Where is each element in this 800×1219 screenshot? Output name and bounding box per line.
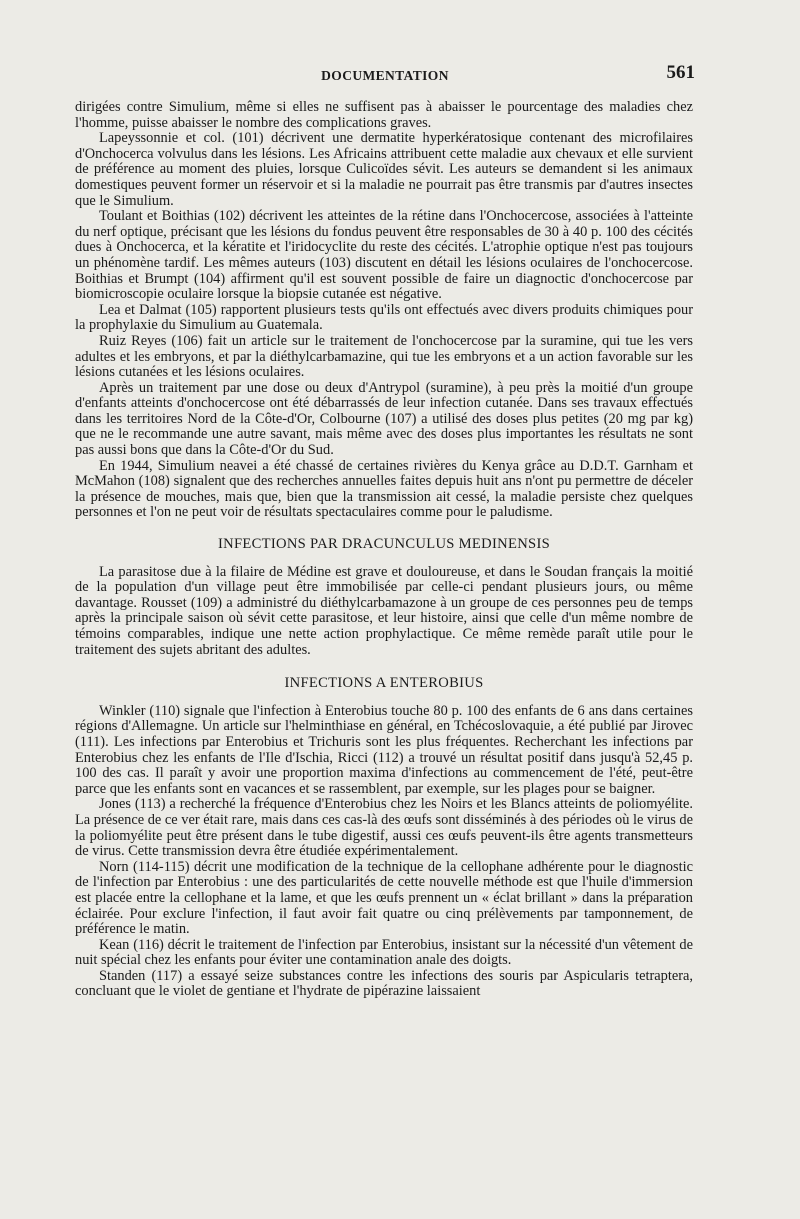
page-number: 561 — [666, 62, 695, 83]
section-heading: INFECTIONS A ENTEROBIUS — [284, 675, 484, 692]
paragraph: Ruiz Reyes (106) fait un article sur le traitement de l'onchocercose par la suramine, qui tue les vers adultes et les embryons, et par la diéthylcarbamazine, qui tue les embryons et a un action favorable sur les lésions cutanées et les lésions oculaires. — [75, 332, 693, 381]
paragraph: Jones (113) a recherché la fréquence d'Enterobius chez les Noirs et les Blancs atteints de poliomyélite. La présence de ce ver était rare, mais dans ces cas-là des œufs sont disséminés à des périodes où le virus de la poliomyélite peut être présent dans le tube digestif, aussi ces œufs peuvent-ils être agents transmetteurs de virus. Cette transmission devra être étudiée expérimentalement. — [75, 796, 693, 860]
paragraph: Kean (116) décrit le traitement de l'infection par Enterobius, insistant sur la nécessité d'un vêtement de nuit spécial chez les enfants pour éviter une contamination anale des doigts. — [75, 936, 693, 969]
paragraph: La parasitose due à la filaire de Médine est grave et douloureuse, et dans le Soudan français la moitié de la population d'un village peut être immobilisée par celle-ci pendant plusieurs jours, ou même davantage. Rousset (109) a administré du diéthylcarbamazone à un groupe de ces personnes peu de temps après la principale saison où sévit cette parasitose, et leur histoire, ainsi que celle d'un même nombre de témoins comparables, indique une nette action prophylactique. Ce même remède paraît utile pour le traitement des sujets abritant des adultes. — [75, 563, 693, 658]
paragraph: Toulant et Boithias (102) décrivent les atteintes de la rétine dans l'Onchocercose, associées à l'atteinte du nerf optique, précisant que les lésions du fondus peuvent être responsables de 30 à 40 p. 100 des cécités dues à Onchocerca, et la kératite et l'iridocyclite du reste des cécités. L'atrophie optique n'est pas toujours un phénomène tardif. Les mêmes auteurs (103) discutent en détail les lésions oculaires de l'onchocercose. Boithias et Brumpt (104) affirment qu'il est souvent possible de faire un diagnoctic d'onchocercose par biomicroscopie oculaire lorsque la biopsie cutanée est négative. — [75, 208, 693, 303]
paragraph: Lapeyssonnie et col. (101) décrivent une dermatite hyperkératosique contenant des microfilaires d'Onchocerca volvulus dans les lésions. Les Africains attribuent cette maladie aux chevaux et elle survient de préférence au moment des pluies, lorsque Culicoïdes sévit. Les auteurs se demandent si les animaux domestiques peuvent former un réservoir et si la maladie ne pourrait pas être transmis par d'autres insectes que le Simulium. — [75, 130, 693, 209]
page-header — [75, 62, 695, 88]
paragraph: Standen (117) a essayé seize substances contre les infections des souris par Aspicularis tetraptera, concluant que le violet de gentiane et l'hydrate de pipérazine laissaient — [75, 967, 693, 1000]
section-heading: INFECTIONS PAR DRACUNCULUS MEDINENSIS — [217, 536, 551, 553]
paragraph: Norn (114-115) décrit une modification de la technique de la cellophane adhérente pour le diagnostic de l'infection par Enterobius : une des particularités de cette nouvelle méthode est que l'huile d'immersion est placée entre la cellophane et la lame, et que les œufs prennent un « éclat brillant » dans la préparation éclairée. Pour exclure l'infection, il faut avoir fait quatre ou cinq prélèvements par tamponnement, de préférence le matin. — [75, 858, 693, 938]
running-title: DOCUMENTATION — [321, 68, 449, 83]
paragraph: En 1944, Simulium neavei a été chassé de certaines rivières du Kenya grâce au D.D.T. Garnham et McMahon (108) signalent que des recherches annuelles faites depuis huit ans n'ont pu permettre de déceler la présence de mouches, mais que, bien que la transmission ait cessé, la maladie persiste chez quelques personnes et l'on ne peut voir de résultats spectaculaires comme pour le paludisme. — [75, 457, 693, 521]
paragraph: Après un traitement par une dose ou deux d'Antrypol (suramine), à peu près la moitié d'un groupe d'enfants atteints d'onchocercose ont été débarrassés de leur infection cutanée. Dans ses travaux effectués dans les territoires Nord de la Côte-d'Or, Colbourne (107) a utilisé des doses plus petites (20 mg par kg) que ne le recommande une autre savant, mais même avec des doses plus importantes les résultats ne sont pas aussi bons que dans la Côte-d'Or du Sud. — [75, 379, 693, 459]
paragraph: dirigées contre Simulium, même si elles ne suffisent pas à abaisser le pourcentage des maladies chez l'homme, puisse abaisser le nombre des complications graves. — [75, 99, 693, 131]
document-body — [75, 100, 693, 1000]
paragraph: Winkler (110) signale que l'infection à Enterobius touche 80 p. 100 des enfants de 6 ans dans certaines régions d'Allemagne. Un article sur l'helminthiase en général, en Tchécoslovaquie, a été publié par Jirovec (111). Les infections par Enterobius et Trichuris sont les plus fréquentes. Recherchant les infections par Enterobius chez les enfants de l'Ile d'Ischia, Ricci (112) a trouvé un résultat positif dans jusqu'à 52,45 p. 100 des cas. Il paraît y avoir une proportion maxima d'infections au commencement de l'été, peut-être parce que les enfants sont en vacances et se rassemblent, par exemple, sur les plages pour se baigner. — [75, 702, 693, 797]
paragraph: Lea et Dalmat (105) rapportent plusieurs tests qu'ils ont effectués avec divers produits chimiques pour la prophylaxie du Simulium au Guatemala. — [75, 301, 693, 334]
